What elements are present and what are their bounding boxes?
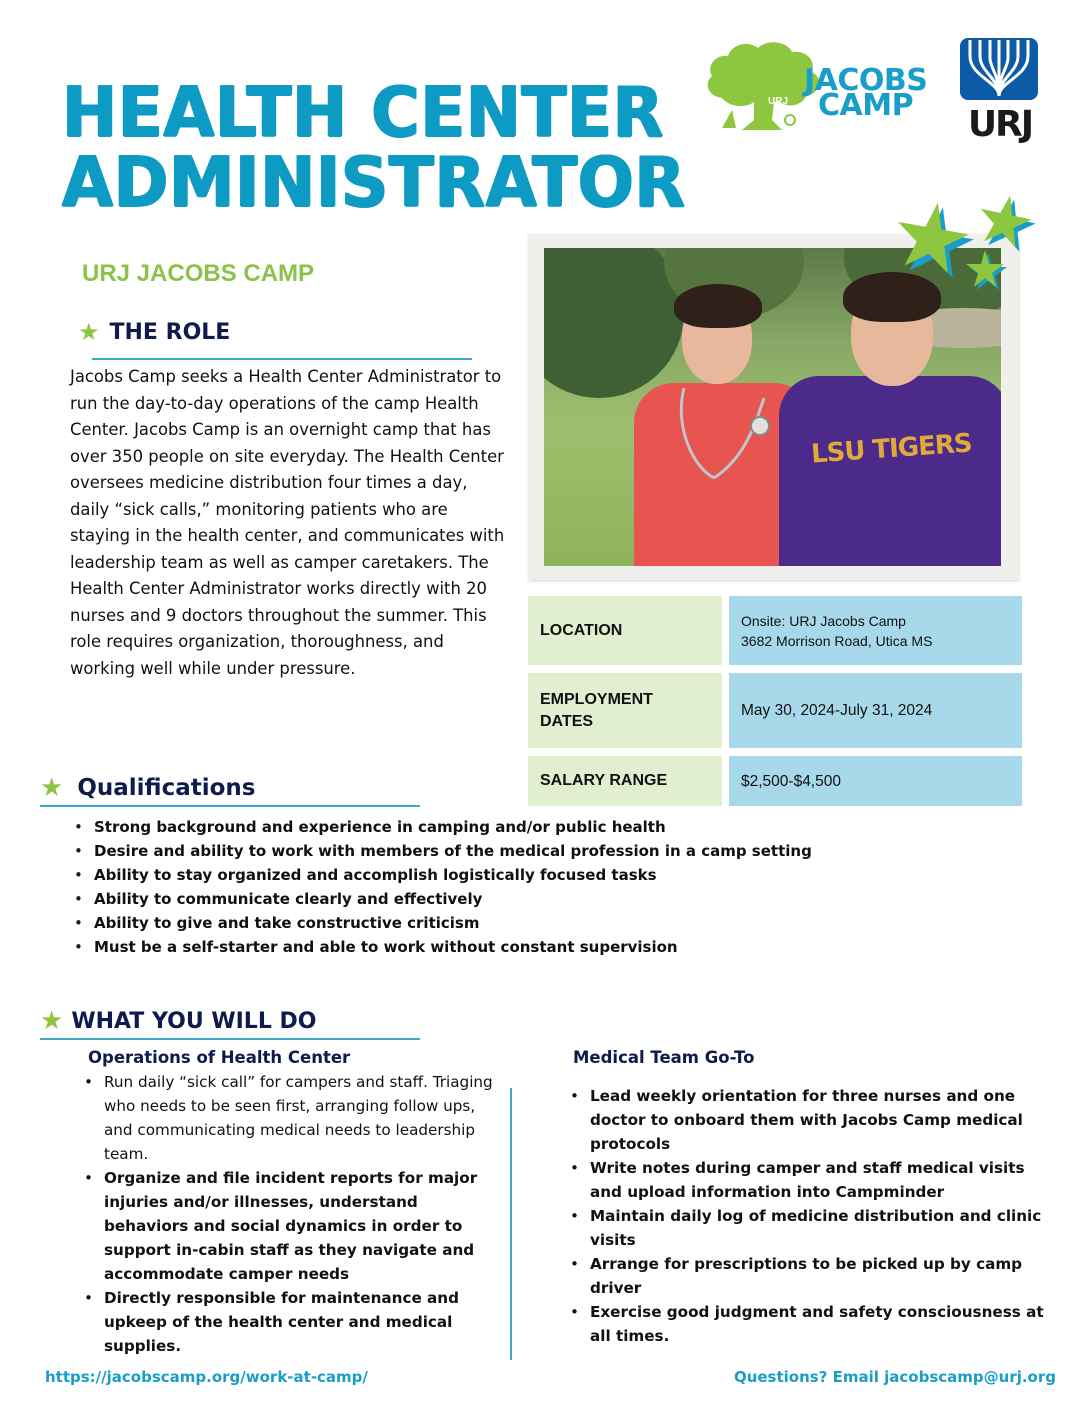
logo-urj-small-text: URJ	[768, 96, 789, 107]
stethoscope-icon	[674, 388, 794, 508]
info-row-employment-dates	[528, 673, 1022, 748]
work-at-camp-link[interactable]: https://jacobscamp.org/work-at-camp/	[45, 1368, 368, 1386]
qualifications-heading: ★ Qualifications	[40, 773, 256, 803]
list-item: • Write notes during camper and staff medical visits and upload information into Campminder	[570, 1156, 1050, 1204]
medical-team-list	[570, 1084, 1050, 1348]
list-item: • Organize and file incident reports for major injuries and/or illnesses, understand behaviors and social dynamics in order to support in-cabin staff as they navigate and accommodate camper needs	[84, 1166, 494, 1286]
list-item: • Maintain daily log of medicine distribution and clinic visits	[570, 1204, 1050, 1252]
urj-logo-text: URJ	[967, 104, 1033, 145]
camp-name: URJ JACOBS CAMP	[82, 260, 315, 287]
list-item: • Run daily “sick call” for campers and staff. Triaging who needs to be seen first, arranging follow ups, and communicating medical needs to leadership team.	[84, 1070, 494, 1166]
job-info-table	[528, 596, 1022, 814]
list-item: • Ability to give and take constructive criticism	[74, 911, 874, 935]
star-icon: ★	[40, 773, 64, 803]
logo-jacobs-camp-text: JACOBS CAMP	[804, 63, 928, 123]
list-item: • Arrange for prescriptions to be picked up by camp driver	[570, 1252, 1050, 1300]
star-icon: ★	[40, 1006, 64, 1036]
qualifications-list	[74, 815, 874, 959]
info-row-location	[528, 596, 1022, 665]
role-divider	[92, 358, 472, 360]
list-item: • Desire and ability to work with members of the medical profession in a camp setting	[74, 839, 874, 863]
list-item: • Directly responsible for maintenance and upkeep of the health center and medical supplies.	[84, 1286, 494, 1358]
column-divider	[510, 1088, 512, 1360]
list-item: • Ability to communicate clearly and effectively	[74, 887, 874, 911]
list-item: • Exercise good judgment and safety consciousness at all times.	[570, 1300, 1050, 1348]
stars-decoration-icon	[890, 190, 1040, 310]
qualifications-divider	[40, 805, 420, 807]
list-item: • Strong background and experience in camping and/or public health	[74, 815, 874, 839]
urj-logo	[958, 38, 1040, 146]
info-row-salary	[528, 756, 1022, 806]
list-item: • Lead weekly orientation for three nurses and one doctor to onboard them with Jacobs Camp medical protocols	[570, 1084, 1050, 1156]
medical-team-heading: Medical Team Go-To	[573, 1048, 755, 1067]
role-heading: ★ THE ROLE	[78, 318, 231, 346]
info-value: May 30, 2024-July 31, 2024	[729, 673, 1022, 748]
what-you-will-do-divider	[40, 1038, 420, 1040]
info-label: LOCATION	[528, 596, 722, 665]
operations-list	[84, 1070, 494, 1358]
info-value: $2,500-$4,500	[729, 756, 1022, 806]
page-title-line-2: ADMINISTRATOR	[62, 142, 686, 223]
contact-email-link[interactable]: Questions? Email jacobscamp@urj.org	[733, 1368, 1056, 1386]
info-value: Onsite: URJ Jacobs Camp 3682 Morrison Road, Utica MS	[729, 596, 1022, 665]
list-item: • Ability to stay organized and accomplish logistically focused tasks	[74, 863, 874, 887]
list-item: • Must be a self-starter and able to work without constant supervision	[74, 935, 874, 959]
jacobs-camp-logo	[702, 38, 942, 133]
shirt-lsu-text: LSU TIGERS	[810, 428, 973, 470]
operations-heading: Operations of Health Center	[88, 1048, 351, 1067]
what-you-will-do-heading: ★ WHAT YOU WILL DO	[40, 1006, 317, 1036]
info-label: SALARY RANGE	[528, 756, 722, 806]
info-label: EMPLOYMENT DATES	[528, 673, 722, 748]
role-description: Jacobs Camp seeks a Health Center Administrator to run the day-to-day operations of the camp Health Center. Jacobs Camp is an overnight camp that has over 350 people on site everyday. The Health Center oversees medicine distribution four times a day, daily “sick calls,” monitoring patients who are staying in the health center, and communicates with leadership team as well as camper caretakers. The Health Center Administrator works directly with 20 nurses and 9 doctors throughout the summer. This role requires organization, thoroughness, and working well while under pressure.	[70, 367, 505, 678]
star-icon: ★	[78, 318, 100, 346]
menorah-icon	[958, 38, 1040, 102]
page-title-line-1: HEALTH CENTER	[62, 72, 664, 153]
